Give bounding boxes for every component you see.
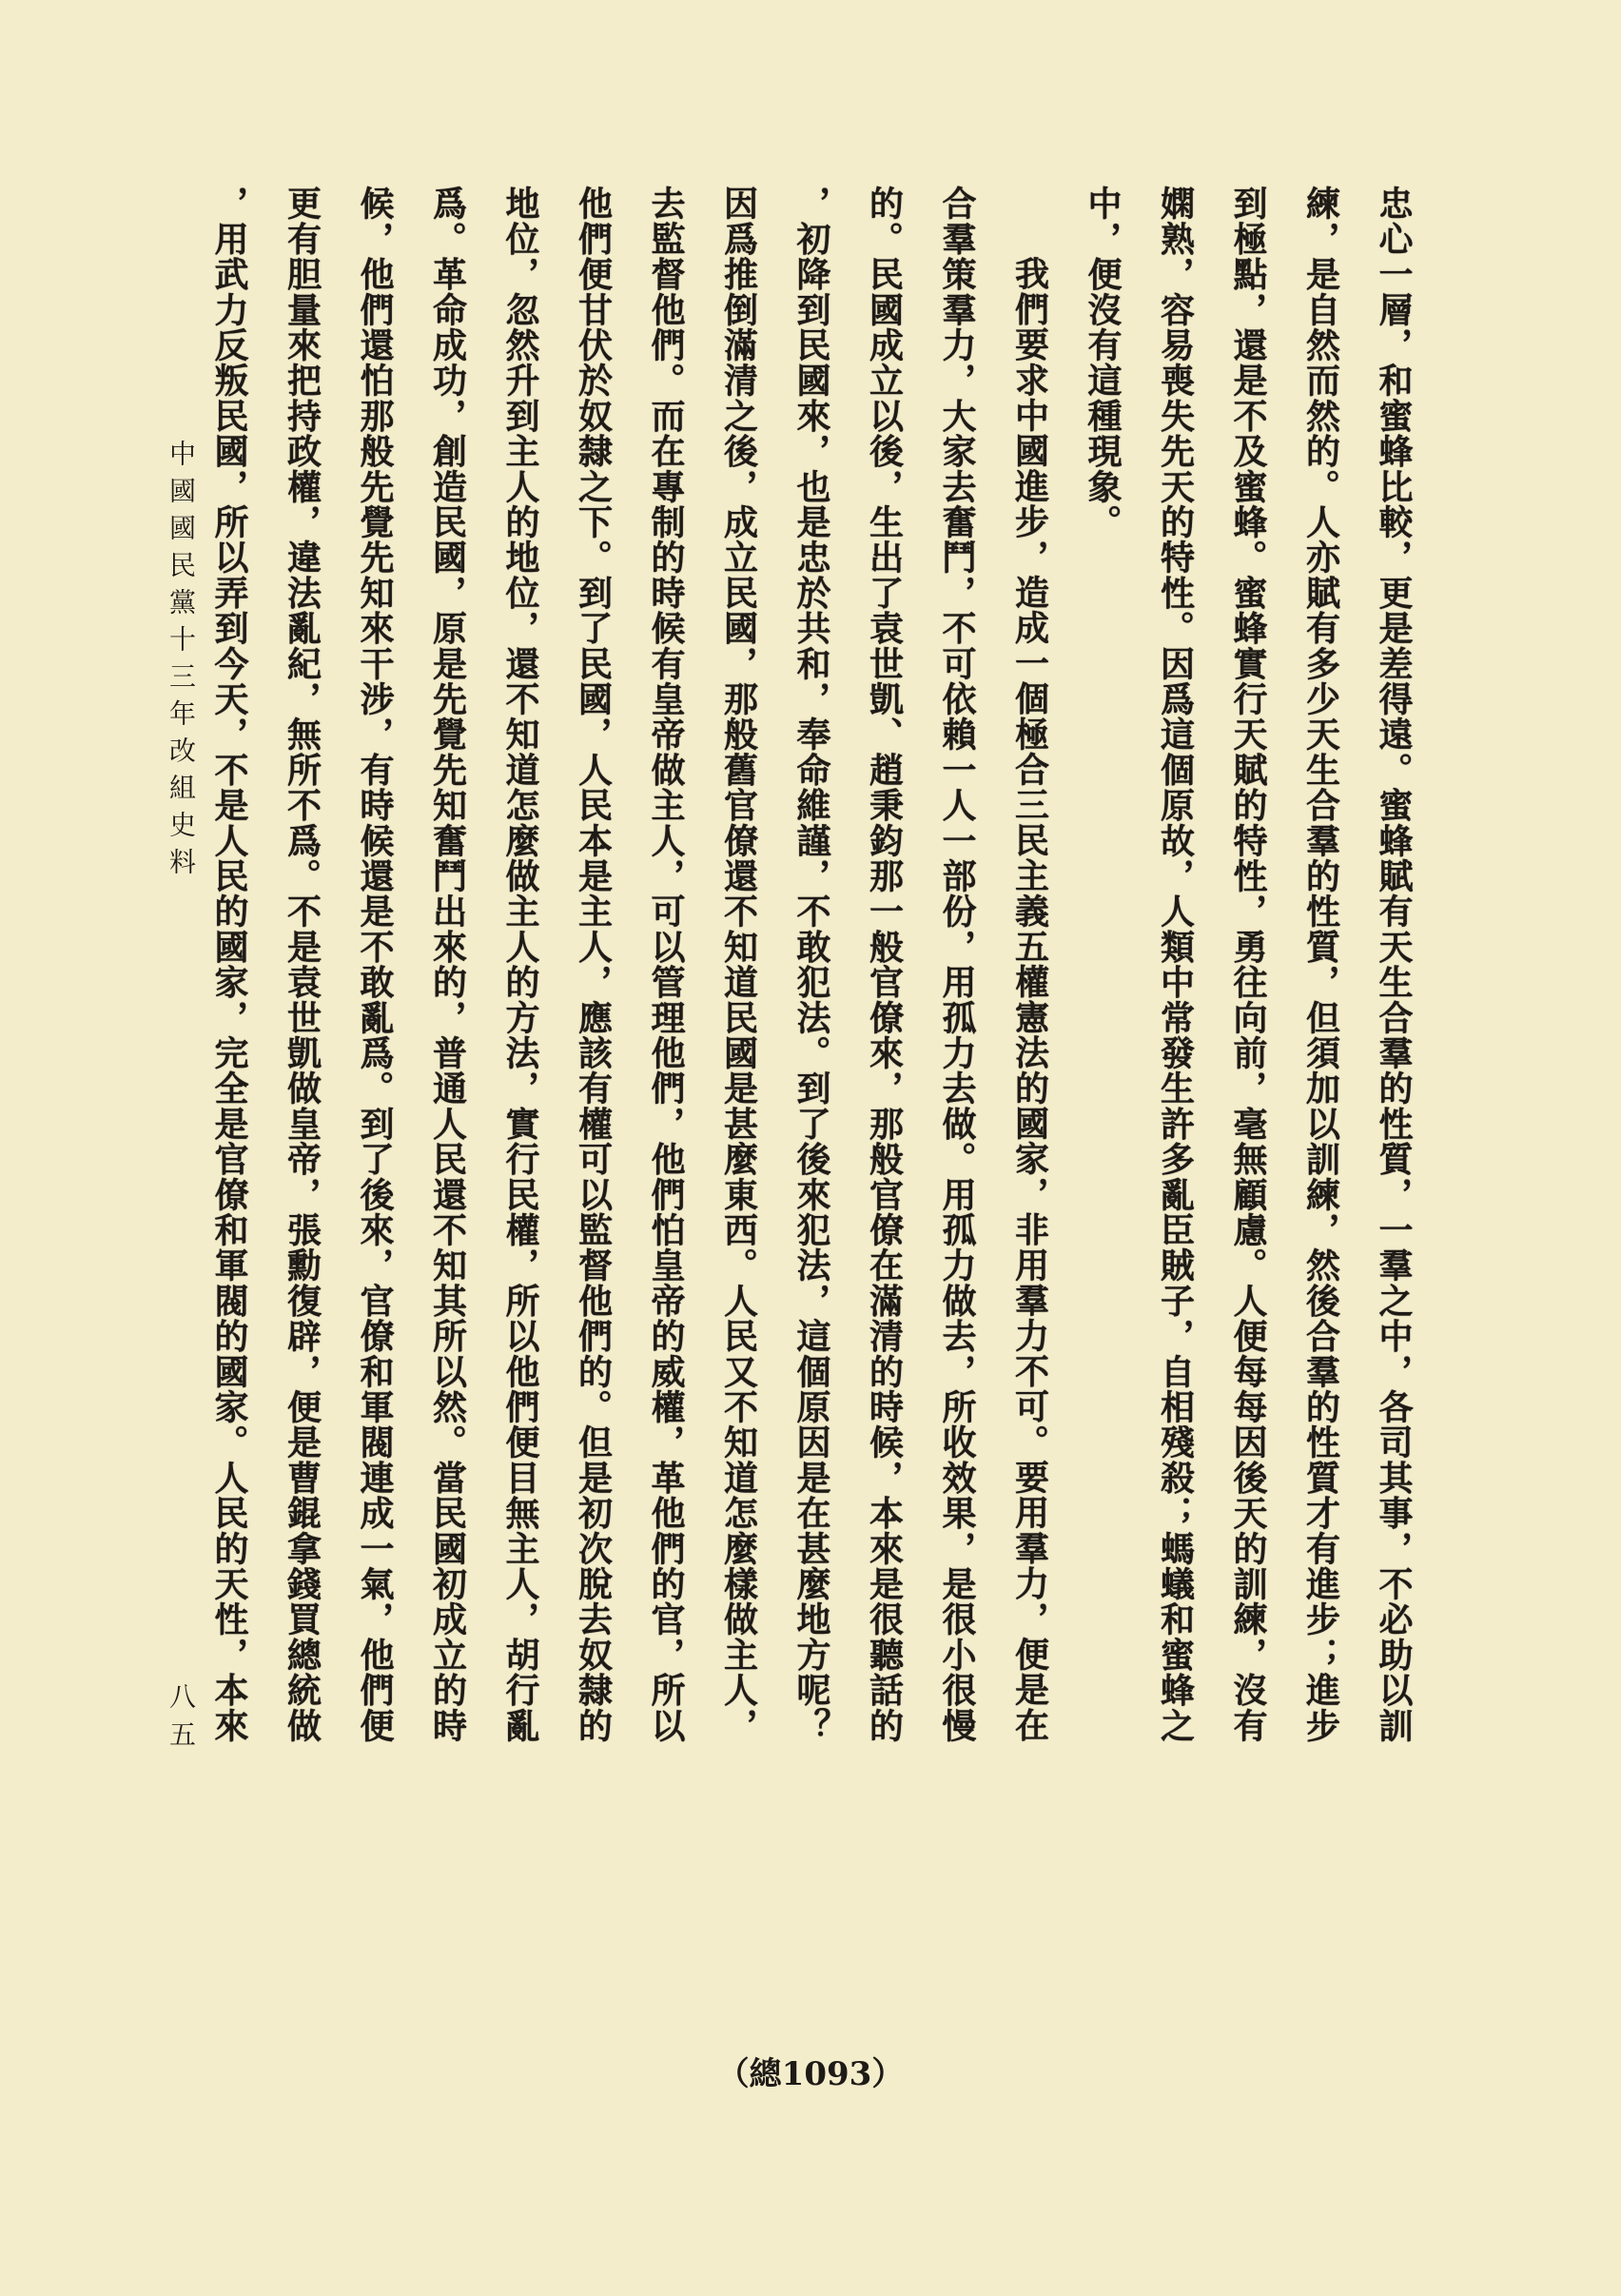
text-column: ，初降到民國來，也是忠於共和，奉命維謹，不敢犯法。到了後來犯法，這個原因是在甚麼地方呢？ bbox=[791, 186, 831, 1743]
total-page-number: （總1093） bbox=[716, 2055, 905, 2093]
body-text bbox=[193, 186, 1431, 1743]
text-column: 的。民國成立以後，生出了袁世凱、趙秉鈞那一般官僚來，那般官僚在滿清的時候，本來是很聽話的 bbox=[864, 186, 905, 1743]
paragraph-start-column: 我們要求中國進步，造成一個極合三民主義五權憲法的國家，非用羣力不可。要用羣力，便是在 bbox=[1009, 256, 1050, 1743]
text-column: 合羣策羣力，大家去奮鬥，不可依賴一人一部份，用孤力去做。用孤力做去，所收效果，是很小很慢 bbox=[937, 186, 977, 1743]
text-column: 到極點，還是不及蜜蜂。蜜蜂實行天賦的特性，勇往向前，毫無顧慮。人便每每因後天的訓練，沒有 bbox=[1228, 186, 1268, 1743]
book-title: 中國國民黨十三年改組史料 bbox=[166, 440, 197, 885]
page-number: 八五 bbox=[166, 1682, 197, 1758]
text-column: 因爲推倒滿清之後，成立民國，那般舊官僚還不知道民國是甚麼東西。人民又不知道怎麼樣做主人， bbox=[718, 186, 759, 1743]
text-column: 中，便沒有這種現象。 bbox=[1083, 186, 1123, 540]
text-column: 更有胆量來把持政權，違法亂紀，無所不爲。不是袁世凱做皇帝，張勳復辟，便是曹錕拿錢買總統做 bbox=[282, 186, 322, 1743]
text-column: 他們便甘伏於奴隸之下。到了民國，人民本是主人，應該有權可以監督他們的。但是初次脫去奴隸的 bbox=[573, 186, 614, 1743]
text-column: 候，他們還怕那般先覺先知來干涉，有時候還是不敢亂爲。到了後來，官僚和軍閥連成一氣，他們便 bbox=[355, 186, 395, 1743]
text-column: ，用武力反叛民國，所以弄到今天，不是人民的國家，完全是官僚和軍閥的國家。人民的天性，本來 bbox=[209, 186, 249, 1743]
text-column: 忠心一層，和蜜蜂比較，更是差得遠。蜜蜂賦有天生合羣的性質，一羣之中，各司其事，不必助以訓 bbox=[1374, 186, 1414, 1743]
text-column: 地位，忽然升到主人的地位，還不知道怎麼做主人的方法，實行民權，所以他們便目無主人，胡行亂 bbox=[500, 186, 540, 1743]
text-column: 練，是自然而然的。人亦賦有多少天生合羣的性質，但須加以訓練，然後合羣的性質才有進步；進步 bbox=[1300, 186, 1341, 1743]
text-column: 去監督他們。而在專制的時候有皇帝做主人，可以管理他們，他們怕皇帝的威權，革他們的官，所以 bbox=[646, 186, 686, 1743]
text-column: 爲。革命成功，創造民國，原是先覺先知奮鬥出來的，普通人民還不知其所以然。當民國初成立的時 bbox=[427, 186, 468, 1743]
text-column: 嫻熟，容易喪失先天的特性。因爲這個原故，人類中常發生許多亂臣賊子，自相殘殺；螞蟻和蜜蜂之 bbox=[1155, 186, 1196, 1743]
